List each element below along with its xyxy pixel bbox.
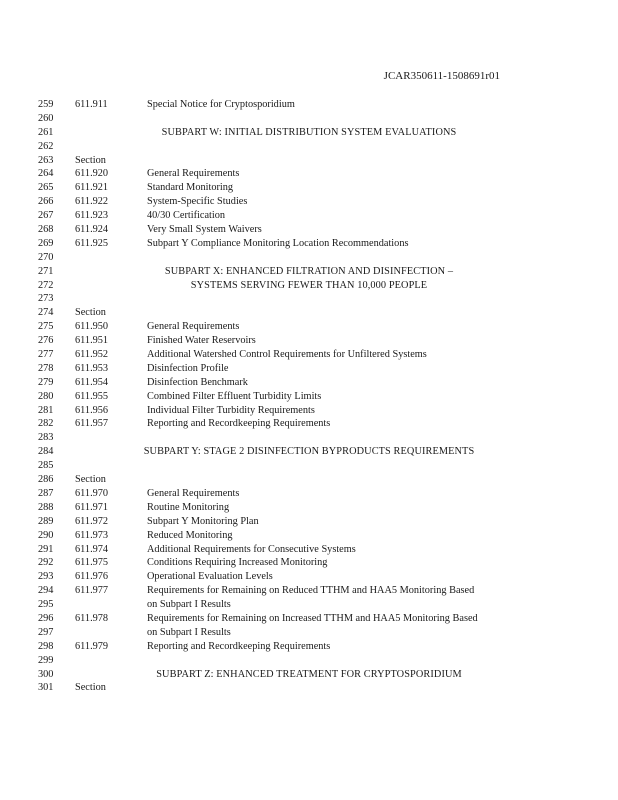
- subpart-heading: SUBPART Y: STAGE 2 DISINFECTION BYPRODUCTS REQUIREMENTS: [143, 446, 475, 458]
- section-number: 611.922: [75, 196, 109, 208]
- section-number: 611.973: [75, 529, 109, 541]
- text-line: [0, 292, 618, 306]
- section-title: Requirements for Remaining on Increased TTHM and HAA5 Monitoring Based: [147, 612, 478, 624]
- section-number: 611.950: [75, 321, 109, 333]
- section-title: Requirements for Remaining on Reduced TTHM and HAA5 Monitoring Based: [147, 585, 475, 597]
- section-title: Conditions Requiring Increased Monitoring: [147, 557, 328, 569]
- text-line: [0, 612, 618, 626]
- line-number: 294: [38, 585, 54, 597]
- line-number: 264: [38, 168, 54, 180]
- section-number: 611.971: [75, 501, 109, 513]
- line-number: 259: [38, 99, 54, 110]
- text-line: [0, 98, 618, 112]
- text-line: [0, 223, 618, 237]
- text-line: [0, 195, 618, 209]
- text-line: [0, 626, 618, 640]
- text-line: [0, 445, 618, 459]
- section-number: 611.954: [75, 376, 109, 388]
- line-number: 299: [38, 654, 54, 666]
- section-title: Disinfection Profile: [147, 362, 229, 374]
- text-line: [0, 112, 618, 126]
- section-title: on Subpart I Results: [147, 599, 231, 611]
- section-number: 611.974: [75, 543, 109, 555]
- section-title: Special Notice for Cryptosporidium: [147, 99, 295, 110]
- section-title: Standard Monitoring: [147, 182, 234, 194]
- text-line: [0, 654, 618, 668]
- section-number: 611.925: [75, 237, 109, 249]
- line-number: 276: [38, 335, 54, 347]
- section-number: 611.924: [75, 224, 109, 236]
- text-line: [0, 334, 618, 348]
- text-line: [0, 487, 618, 501]
- section-number: 611.975: [75, 557, 109, 569]
- section-title: Individual Filter Turbidity Requirements: [147, 404, 315, 416]
- text-line: [0, 167, 618, 181]
- line-number: 292: [38, 557, 54, 569]
- line-number: 280: [38, 390, 54, 402]
- section-number: 611.956: [75, 404, 109, 416]
- text-line: [0, 681, 618, 695]
- text-line: [0, 543, 618, 557]
- line-number: 269: [38, 237, 54, 249]
- section-number: 611.972: [75, 515, 109, 527]
- line-number: 286: [38, 474, 54, 486]
- text-line: [0, 529, 618, 543]
- text-line: [0, 431, 618, 445]
- text-line: [0, 265, 618, 279]
- subpart-heading: SUBPART X: ENHANCED FILTRATION AND DISINFECTION –: [164, 265, 454, 277]
- section-title: Reporting and Recordkeeping Requirements: [147, 418, 331, 430]
- line-number: 281: [38, 404, 54, 416]
- line-list: [0, 98, 618, 695]
- section-number: Section: [75, 682, 106, 694]
- line-number: 289: [38, 515, 54, 527]
- text-line: [0, 668, 618, 682]
- section-title: Additional Watershed Control Requirements for Unfiltered Systems: [147, 349, 427, 361]
- section-number: Section: [75, 154, 106, 166]
- line-number: 284: [38, 446, 54, 458]
- text-line: [0, 473, 618, 487]
- line-number: 290: [38, 529, 54, 541]
- section-number: 611.952: [75, 349, 109, 361]
- section-number: 611.921: [75, 182, 109, 194]
- section-title: General Requirements: [147, 487, 240, 499]
- text-line: [0, 306, 618, 320]
- section-title: Routine Monitoring: [147, 501, 230, 513]
- section-title: Finished Water Reservoirs: [147, 335, 256, 347]
- section-title: on Subpart I Results: [147, 626, 231, 638]
- section-number: 611.979: [75, 640, 109, 652]
- subpart-heading: SYSTEMS SERVING FEWER THAN 10,000 PEOPLE: [190, 279, 428, 291]
- line-number: 262: [38, 140, 54, 152]
- document-id: JCAR350611-1508691r01: [383, 70, 500, 82]
- line-number: 293: [38, 571, 54, 583]
- section-title: System-Specific Studies: [147, 196, 248, 208]
- text-line: [0, 501, 618, 515]
- section-title: Combined Filter Effluent Turbidity Limits: [147, 390, 322, 402]
- line-number: 267: [38, 210, 54, 222]
- line-number: 287: [38, 487, 54, 499]
- section-number: 611.978: [75, 612, 109, 624]
- section-title: Disinfection Benchmark: [147, 376, 248, 388]
- text-line: [0, 279, 618, 293]
- line-number: 283: [38, 432, 54, 444]
- section-number: 611.920: [75, 168, 109, 180]
- line-number: 274: [38, 307, 54, 319]
- line-number: 268: [38, 224, 54, 236]
- line-number: 301: [38, 682, 54, 694]
- line-number: 277: [38, 349, 54, 361]
- section-number: 611.951: [75, 335, 109, 347]
- section-title: General Requirements: [147, 168, 240, 180]
- section-title: Subpart Y Compliance Monitoring Location Recommendations: [147, 237, 409, 249]
- line-number: 271: [38, 265, 54, 277]
- line-number: 266: [38, 196, 54, 208]
- text-line: [0, 251, 618, 265]
- line-number: 270: [38, 251, 54, 263]
- section-number: 611.957: [75, 418, 109, 430]
- text-line: [0, 376, 618, 390]
- text-line: [0, 154, 618, 168]
- text-line: [0, 459, 618, 473]
- text-line: [0, 362, 618, 376]
- section-title: Reporting and Recordkeeping Requirements: [147, 640, 331, 652]
- text-line: [0, 237, 618, 251]
- section-number: Section: [75, 307, 106, 319]
- text-line: [0, 515, 618, 529]
- line-number: 265: [38, 182, 54, 194]
- section-number: 611.970: [75, 487, 109, 499]
- section-title: Operational Evaluation Levels: [147, 571, 273, 583]
- line-number: 263: [38, 154, 54, 166]
- section-title: Subpart Y Monitoring Plan: [147, 515, 259, 527]
- section-title: General Requirements: [147, 321, 240, 333]
- text-line: [0, 570, 618, 584]
- line-number: 296: [38, 612, 54, 624]
- line-number: 272: [38, 279, 54, 291]
- line-number: 298: [38, 640, 54, 652]
- line-number: 291: [38, 543, 54, 555]
- text-line: [0, 320, 618, 334]
- section-number: 611.923: [75, 210, 109, 222]
- line-number: 288: [38, 501, 54, 513]
- text-line: [0, 140, 618, 154]
- section-number: 611.911: [75, 99, 108, 110]
- section-number: 611.977: [75, 585, 109, 597]
- text-line: [0, 598, 618, 612]
- section-title: Additional Requirements for Consecutive Systems: [147, 543, 356, 555]
- line-number: 297: [38, 626, 54, 638]
- subpart-heading: SUBPART Z: ENHANCED TREATMENT FOR CRYPTOSPORIDIUM: [156, 668, 462, 680]
- text-line: [0, 584, 618, 598]
- text-line: [0, 556, 618, 570]
- section-number: 611.955: [75, 390, 109, 402]
- text-line: [0, 417, 618, 431]
- section-title: Very Small System Waivers: [147, 224, 262, 236]
- line-number: 282: [38, 418, 54, 430]
- line-number: 261: [38, 126, 54, 138]
- section-title: Reduced Monitoring: [147, 529, 233, 541]
- text-line: [0, 390, 618, 404]
- text-line: [0, 209, 618, 223]
- line-number: 278: [38, 362, 54, 374]
- line-number: 279: [38, 376, 54, 388]
- section-number: Section: [75, 474, 106, 486]
- section-number: 611.953: [75, 362, 109, 374]
- line-number: 260: [38, 112, 54, 124]
- section-number: 611.976: [75, 571, 109, 583]
- section-title: 40/30 Certification: [147, 210, 226, 222]
- text-line: [0, 126, 618, 140]
- text-line: [0, 348, 618, 362]
- text-line: [0, 404, 618, 418]
- text-line: [0, 640, 618, 654]
- line-number: 275: [38, 321, 54, 333]
- line-number: 273: [38, 293, 54, 305]
- text-line: [0, 181, 618, 195]
- line-number: 295: [38, 599, 54, 611]
- line-number: 300: [38, 668, 54, 680]
- subpart-heading: SUBPART W: INITIAL DISTRIBUTION SYSTEM EVALUATIONS: [161, 126, 457, 138]
- line-number: 285: [38, 460, 54, 472]
